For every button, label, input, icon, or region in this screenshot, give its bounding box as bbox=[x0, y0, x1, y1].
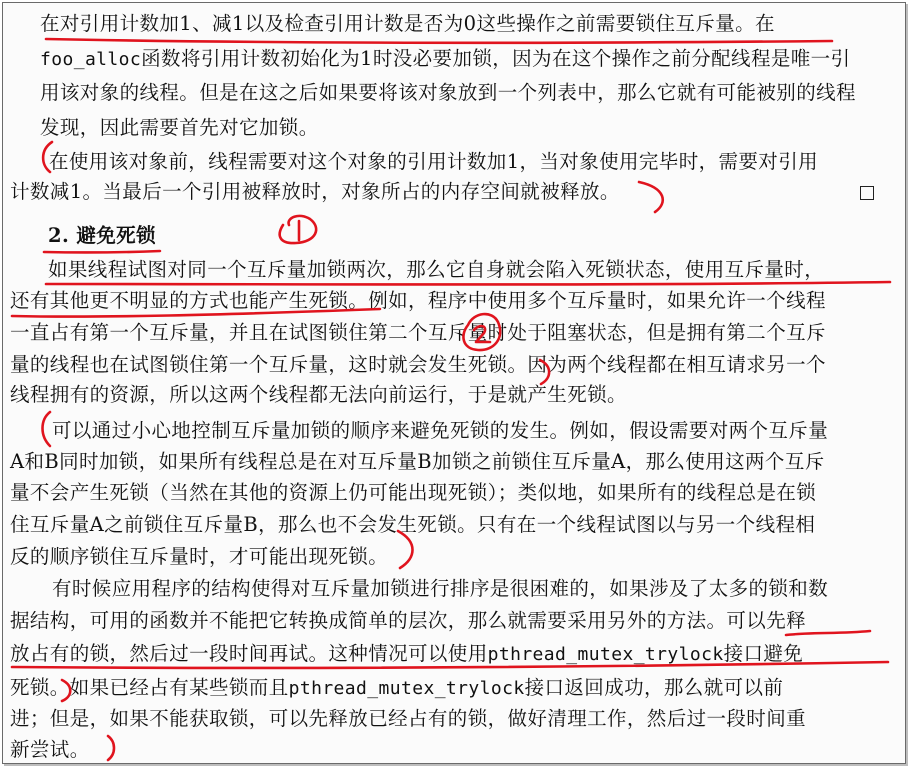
text-run: 计数减1。当最后一个引用被释放时，对象所占的内存空间就被释放。 bbox=[10, 180, 620, 203]
text-line bbox=[48, 258, 824, 282]
code-identifier: foo_alloc bbox=[40, 49, 142, 70]
text-run: 有时候应用程序的结构使得对互斥量加锁进行排序是很困难的，如果涉及了太多的锁和数 bbox=[52, 577, 829, 600]
text-line bbox=[49, 150, 818, 174]
text-run: 放占有的锁，然后过一段时间再试。这种情况可以使用 bbox=[10, 642, 488, 665]
text-run: 还有其他更不明显的方式也能产生死锁。例如，程序中使用多个互斥量时，如果允许一个线程 bbox=[10, 289, 826, 312]
text-run: 死锁。如果已经占有某些锁而且 bbox=[10, 676, 289, 699]
text-line bbox=[10, 676, 783, 701]
section-heading bbox=[48, 224, 156, 248]
text-run: 住互斥量A之前锁住互斥量B，那么也不会发生死锁。只有在一个线程试图以与另一个线程相 bbox=[10, 513, 816, 536]
text-line bbox=[10, 353, 826, 377]
text-run: 线程拥有的资源，所以这两个线程都无法向前运行，于是就产生死锁。 bbox=[10, 383, 627, 406]
text-line bbox=[10, 321, 826, 345]
text-line bbox=[10, 642, 803, 667]
text-run: A和B同时加锁，如果所有线程总是在对互斥量B加锁之前锁住互斥量A，那么使用这两个互斥 bbox=[10, 450, 825, 473]
code-identifier: pthread_mutex_trylock bbox=[487, 644, 724, 665]
text-run: 函数将引用计数初始化为1时没必要加锁，因为在这个操作之前分配线程是唯一引 bbox=[141, 47, 851, 70]
text-run: 一直占有第一个互斥量，并且在试图锁住第二个互斥量时处于阻塞状态，但是拥有第二个互斥 bbox=[10, 321, 826, 344]
text-line bbox=[52, 419, 828, 443]
text-line bbox=[10, 481, 816, 505]
text-run: 量的线程也在试图锁住第一个互斥量，这时就会发生死锁。因为两个线程都在相互请求另一个 bbox=[10, 353, 826, 376]
text-line bbox=[40, 81, 856, 105]
text-run: 发现，因此需要首先对它加锁。 bbox=[40, 116, 319, 139]
text-line bbox=[52, 577, 828, 601]
text-run: 量不会产生死锁（当然在其他的资源上仍可能出现死锁）；类似地，如果所有的线程总是在锁 bbox=[10, 481, 817, 504]
text-run: 接口返回成功，那么就可以前 bbox=[524, 676, 784, 699]
text-run: 新尝试。 bbox=[10, 738, 90, 761]
text-line bbox=[10, 738, 90, 762]
text-line bbox=[10, 383, 627, 407]
text-line bbox=[10, 513, 815, 537]
text-run: 用该对象的线程。但是在这之后如果要将该对象放到一个列表中，那么它就有可能被别的线程 bbox=[40, 81, 856, 104]
text-line bbox=[10, 609, 806, 633]
text-run: 接口避免 bbox=[723, 642, 804, 665]
text-run: 2. 避免死锁 bbox=[48, 224, 156, 247]
text-line bbox=[10, 545, 388, 569]
text-run: 如果线程试图对同一个互斥量加锁两次，那么它自身就会陷入死锁状态，使用互斥量时， bbox=[48, 258, 825, 281]
text-run: 可以通过小心地控制互斥量加锁的顺序来避免死锁的发生。例如，假设需要对两个互斥量 bbox=[52, 419, 829, 442]
text-line bbox=[40, 47, 850, 72]
code-identifier: pthread_mutex_trylock bbox=[288, 678, 525, 699]
text-run: 进；但是，如果不能获取锁，可以先释放已经占有的锁，做好清理工作，然后过一段时间重 bbox=[10, 707, 807, 730]
text-run: 在对引用计数加1、减1以及检查引用计数是否为0这些操作之前需要锁住互斥量。在 bbox=[40, 12, 775, 35]
text-run: 反的顺序锁住互斥量时，才可能出现死锁。 bbox=[10, 545, 389, 568]
text-line bbox=[10, 450, 825, 474]
text-line bbox=[10, 289, 826, 313]
text-run: 据结构，可用的函数并不能把它转换成简单的层次，那么就需要采用另外的方法。可以先释 bbox=[10, 609, 807, 632]
text-run: 在使用该对象前，线程需要对这个对象的引用计数加1，当对象使用完毕时，需要对引用 bbox=[49, 150, 819, 173]
end-of-proof-box bbox=[860, 186, 874, 200]
text-line bbox=[10, 707, 806, 731]
text-line bbox=[10, 180, 620, 204]
text-line bbox=[40, 116, 319, 140]
text-line bbox=[40, 12, 775, 36]
